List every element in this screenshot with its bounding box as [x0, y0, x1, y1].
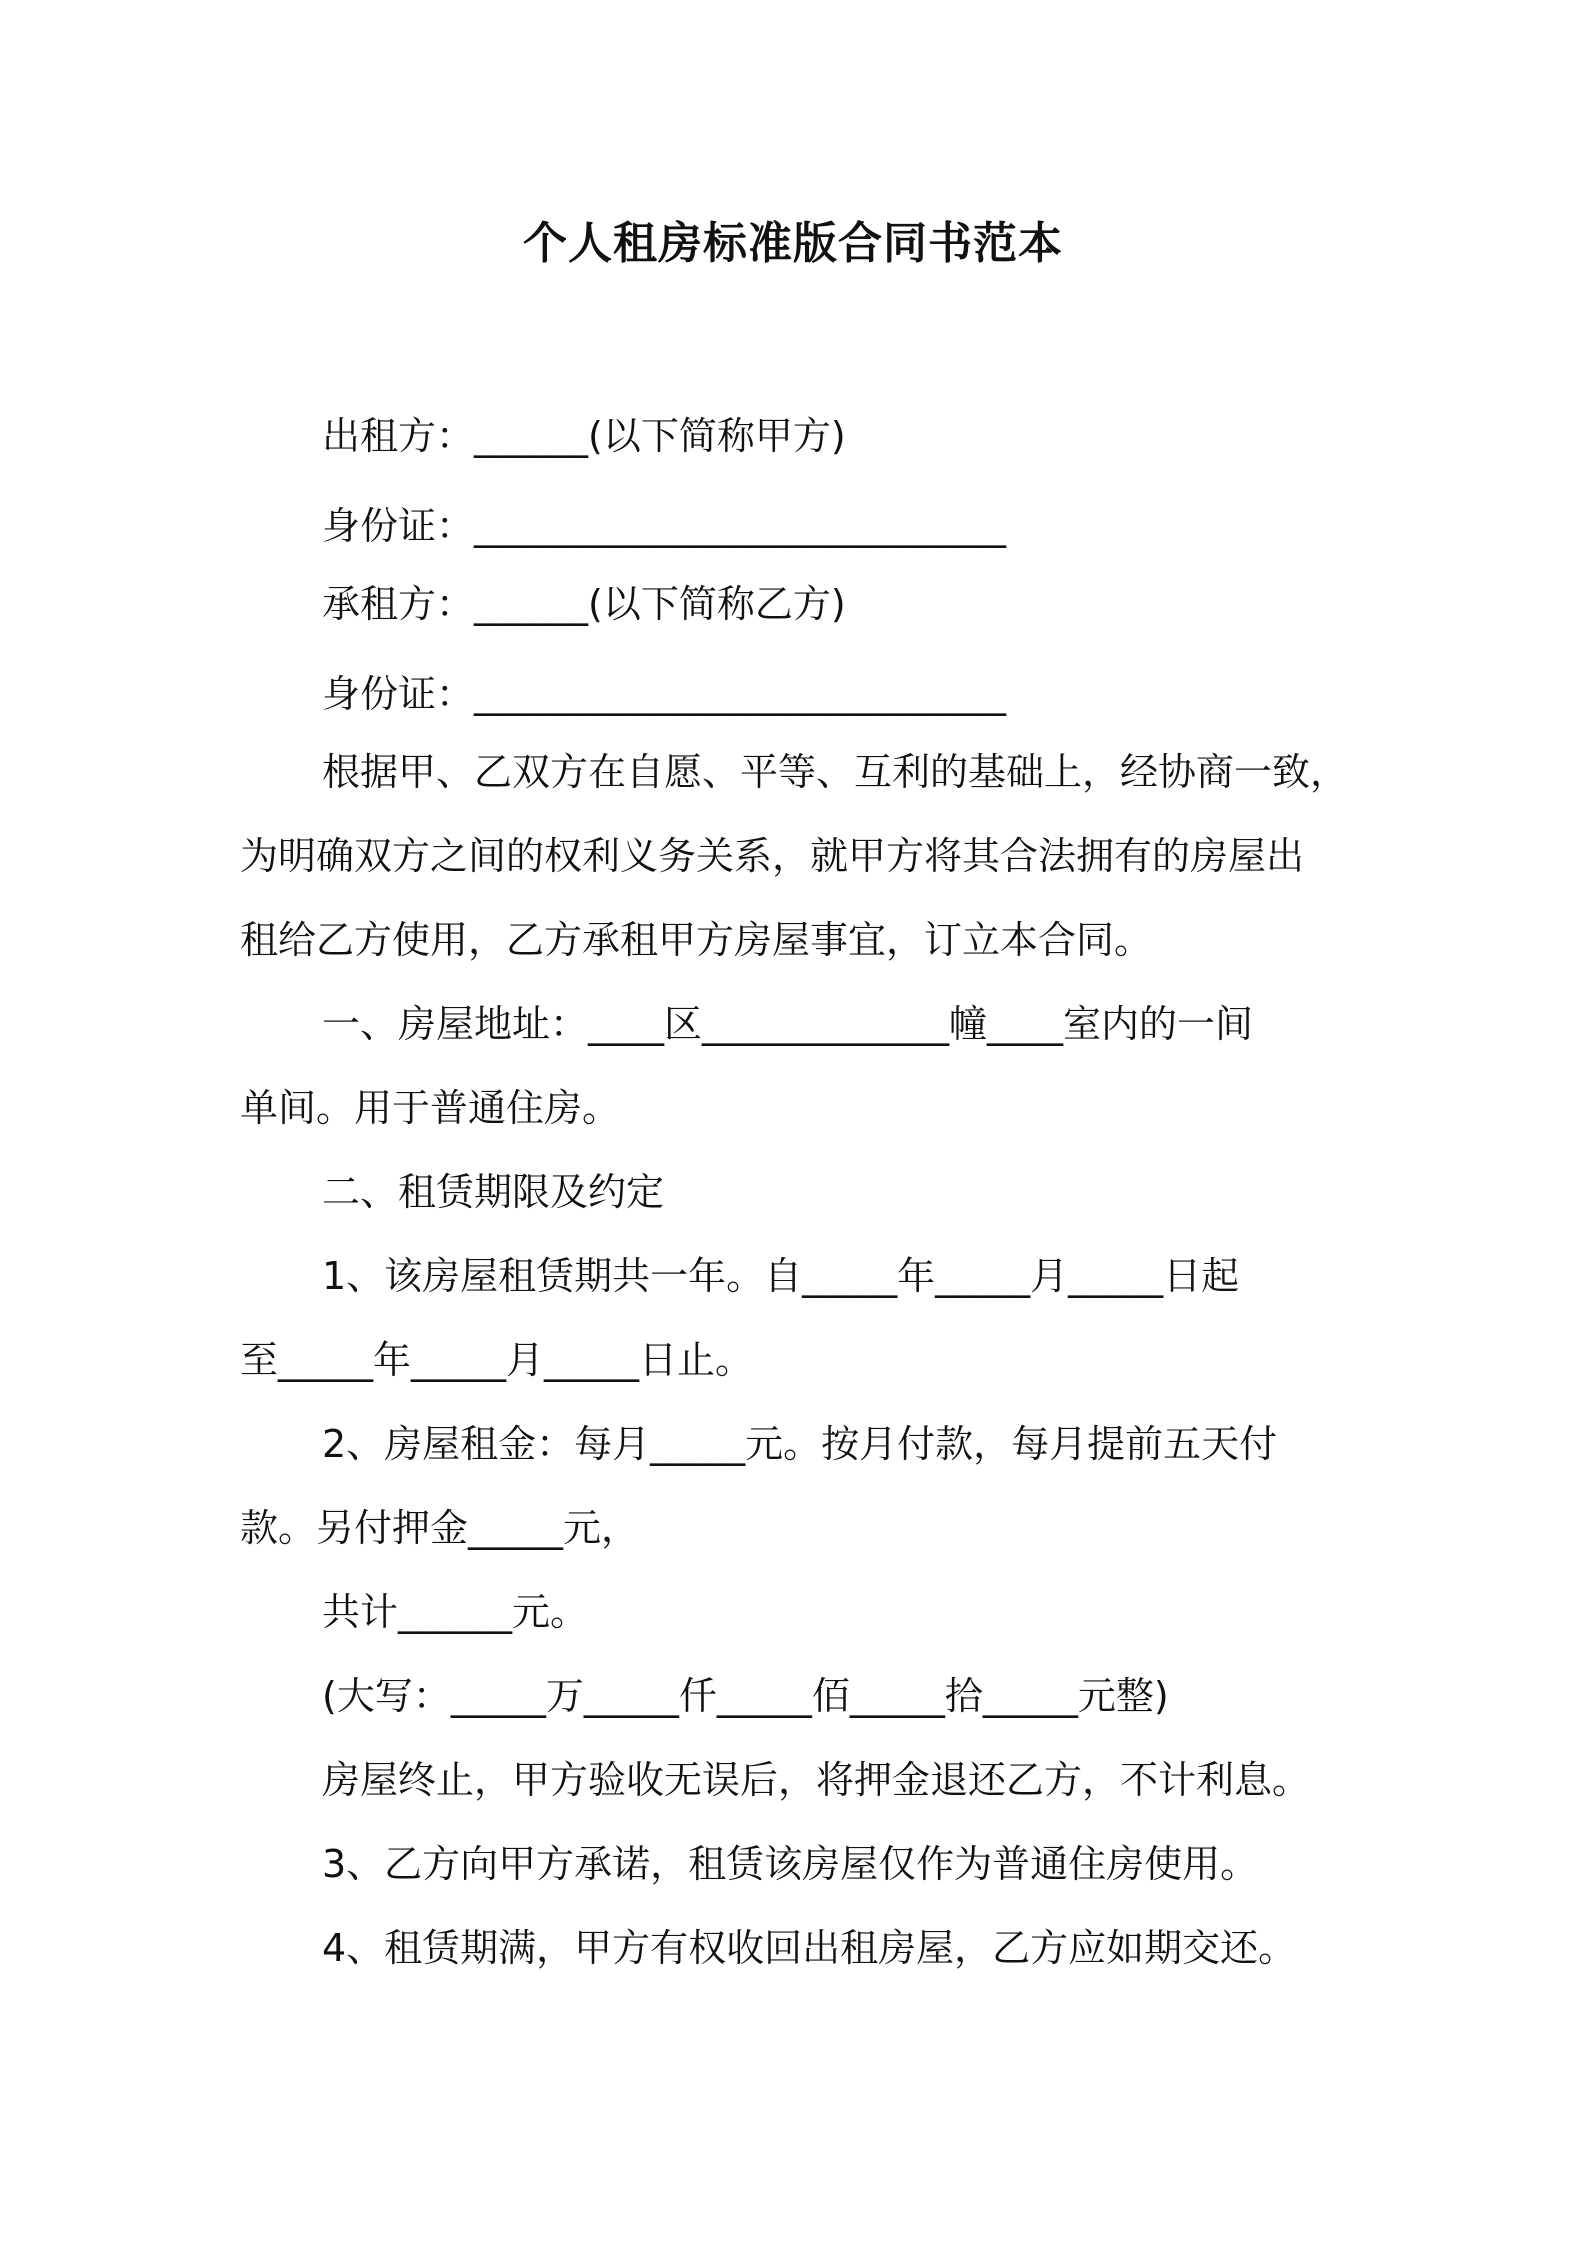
rent-line-2: 款。另付押金_____元，: [240, 1506, 640, 1550]
amount-in-words-line: (大写：_____万_____仟_____佰_____拾_____元整): [322, 1674, 1169, 1718]
clause-1-line-1: 一、房屋地址：____区_____________幢____室内的一间: [322, 1002, 1254, 1046]
preamble-line-2: 为明确双方之间的权利义务关系，就甲方将其合法拥有的房屋出: [240, 834, 1305, 878]
rent-line-1: 2、房屋租金：每月_____元。按月付款，每月提前五天付: [322, 1422, 1278, 1466]
term-line-1: 1、该房屋租赁期共一年。自_____年_____月_____日起: [322, 1254, 1240, 1298]
clause-2-heading: 二、租赁期限及约定: [322, 1170, 665, 1214]
usage-promise-line: 3、乙方向甲方承诺，租赁该房屋仅作为普通住房使用。: [322, 1842, 1259, 1886]
lease-expiry-line: 4、租赁期满，甲方有权收回出租房屋，乙方应如期交还。: [322, 1926, 1297, 1970]
lessee-line: 承租方：______(以下简称乙方): [322, 582, 846, 626]
term-line-2: 至_____年_____月_____日止。: [240, 1338, 754, 1382]
preamble-line-3: 租给乙方使用，乙方承租甲方房屋事宜，订立本合同。: [240, 918, 1153, 962]
clause-1-line-2: 单间。用于普通住房。: [240, 1086, 621, 1130]
total-line: 共计______元。: [322, 1590, 589, 1634]
lessor-id-line: 身份证：____________________________: [322, 504, 1007, 548]
document-title: 个人租房标准版合同书范本: [523, 218, 1063, 269]
preamble-line-1: 根据甲、乙双方在自愿、平等、互利的基础上，经协商一致，: [322, 750, 1349, 794]
lessee-id-line: 身份证：____________________________: [322, 672, 1007, 716]
deposit-return-line: 房屋终止，甲方验收无误后，将押金退还乙方，不计利息。: [322, 1758, 1311, 1802]
lessor-line: 出租方：______(以下简称甲方): [322, 414, 846, 458]
